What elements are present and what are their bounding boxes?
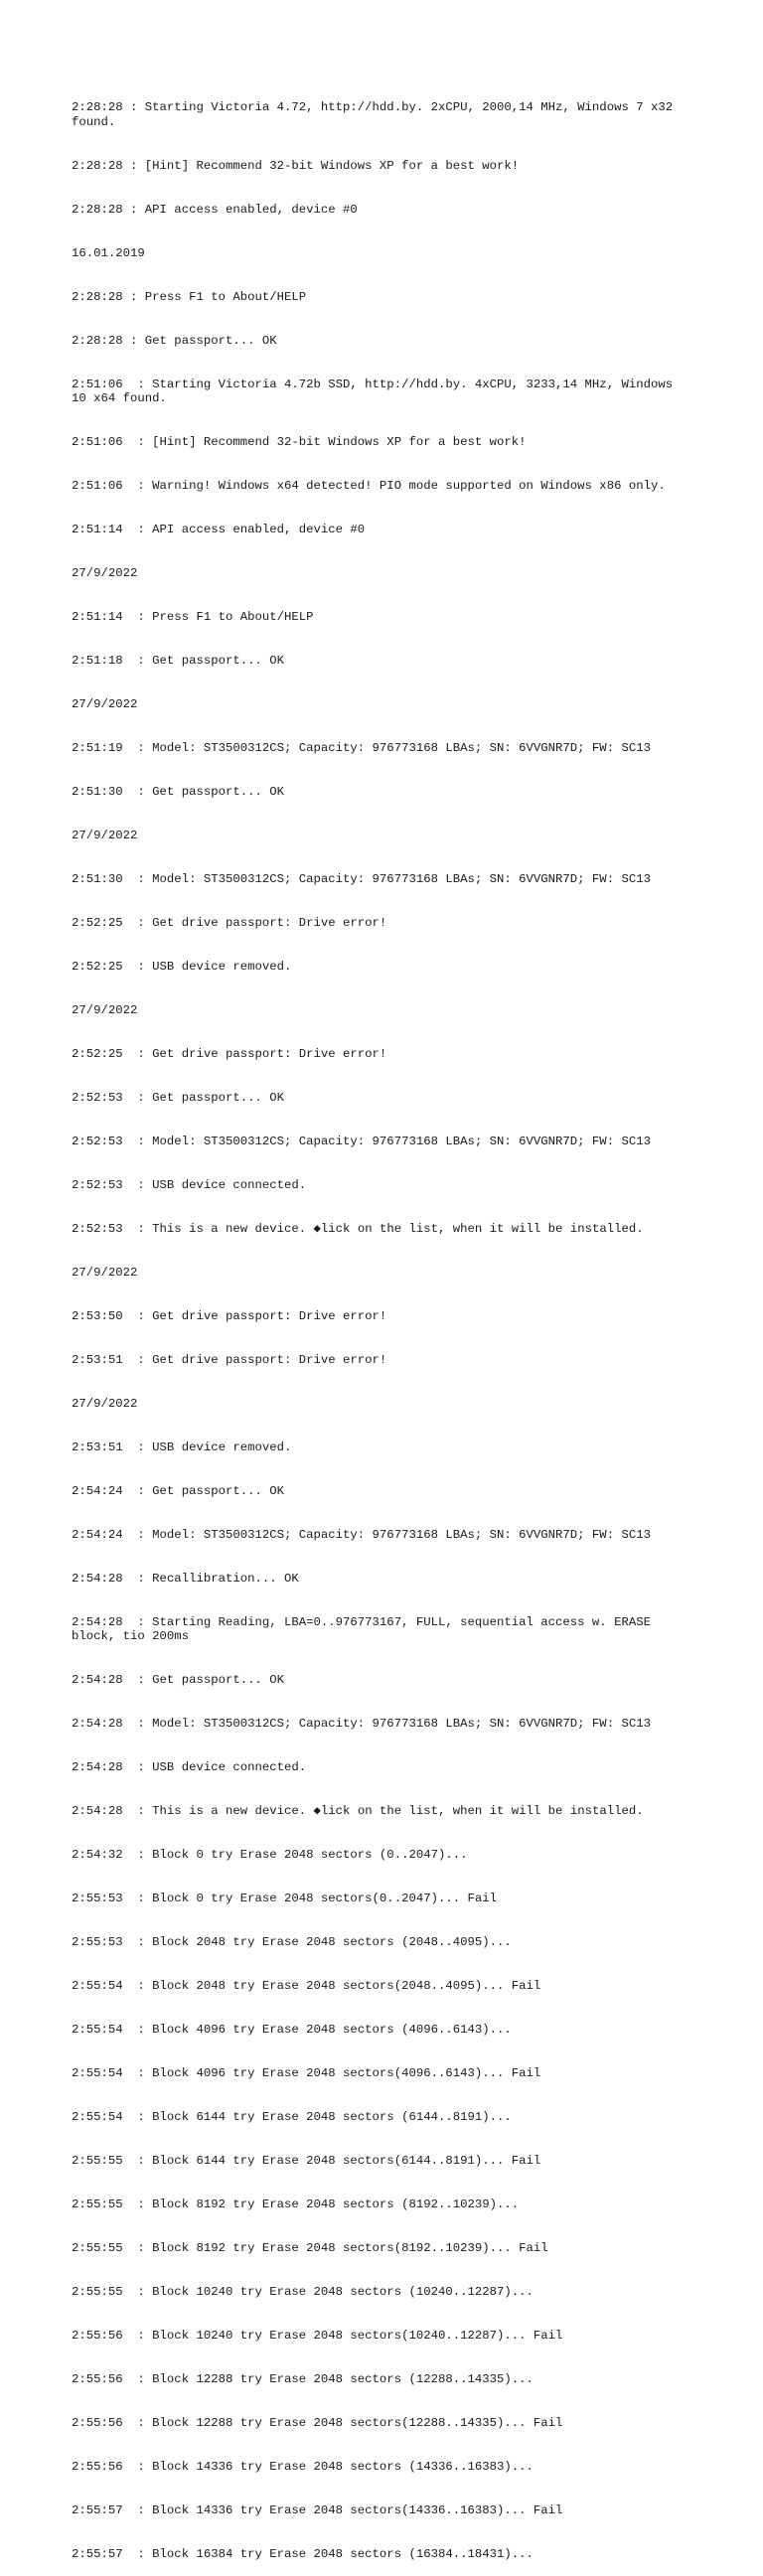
log-line: 2:52:53 : USB device connected.: [72, 1177, 307, 1192]
log-line: 2:52:53 : Model: ST3500312CS; Capacity: 976773168 LBAs; SN: 6VVGNR7D; FW: SC13: [72, 1134, 651, 1148]
log-line: 2:55:56 : Block 14336 try Erase 2048 sectors (14336..16383)...: [72, 2459, 534, 2474]
log-line: 2:51:19 : Model: ST3500312CS; Capacity: 976773168 LBAs; SN: 6VVGNR7D; FW: SC13: [72, 741, 651, 756]
log-line: 2:55:54 : Block 4096 try Erase 2048 sectors (4096..6143)...: [72, 2022, 512, 2037]
log-line: 2:28:28 : Press F1 to About/HELP: [72, 289, 307, 304]
log-line: 2:55:53 : Block 2048 try Erase 2048 sectors (2048..4095)...: [72, 1935, 512, 1949]
log-line: 2:54:28 : Recallibration... OK: [72, 1571, 299, 1586]
log-line: 2:28:28 : API access enabled, device #0: [72, 202, 358, 217]
log-date-line: 27/9/2022: [72, 829, 138, 843]
log-line: 2:51:06 : [Hint] Recommend 32-bit Windows XP for a best work!: [72, 435, 527, 450]
log-line: 2:54:28 : Get passport... OK: [72, 1673, 285, 1688]
log-date-line: 27/9/2022: [72, 697, 138, 712]
log-line: 2:55:55 : Block 8192 try Erase 2048 sectors(8192..10239)... Fail: [72, 2240, 548, 2255]
log-line: 2:55:55 : Block 8192 try Erase 2048 sectors (8192..10239)...: [72, 2197, 520, 2211]
log-line: 2:54:24 : Get passport... OK: [72, 1483, 285, 1498]
log-line: 2:51:14 : API access enabled, device #0: [72, 523, 366, 537]
log-line: 2:55:57 : Block 14336 try Erase 2048 sectors(14336..16383)... Fail: [72, 2502, 563, 2517]
log-date-line: 27/9/2022: [72, 1265, 138, 1280]
log-line: 2:51:14 : Press F1 to About/HELP: [72, 610, 314, 625]
log-line: 2:51:30 : Model: ST3500312CS; Capacity: 976773168 LBAs; SN: 6VVGNR7D; FW: SC13: [72, 872, 651, 887]
log-text-block: [72, 72, 687, 2576]
log-line: 2:54:24 : Model: ST3500312CS; Capacity: 976773168 LBAs; SN: 6VVGNR7D; FW: SC13: [72, 1527, 651, 1542]
log-line: 2:55:55 : Block 6144 try Erase 2048 sectors(6144..8191)... Fail: [72, 2153, 541, 2168]
log-line: 2:28:28 : [Hint] Recommend 32-bit Windows XP for a best work!: [72, 158, 520, 173]
log-line: 2:54:28 : Model: ST3500312CS; Capacity: 976773168 LBAs; SN: 6VVGNR7D; FW: SC13: [72, 1717, 651, 1732]
log-line: 2:55:57 : Block 16384 try Erase 2048 sectors (16384..18431)...: [72, 2546, 534, 2561]
log-line: 2:51:06 : Warning! Windows x64 detected! PIO mode supported on Windows x86 only.: [72, 479, 666, 494]
log-line: 2:54:28 : This is a new device. ◆lick on the list, when it will be installed.: [72, 1804, 644, 1819]
log-line: 2:53:51 : Get drive passport: Drive error!: [72, 1352, 387, 1367]
log-date-line: 27/9/2022: [72, 1396, 138, 1411]
log-line: 2:55:54 : Block 6144 try Erase 2048 sectors (6144..8191)...: [72, 2109, 512, 2124]
log-line: 2:54:28 : USB device connected.: [72, 1760, 307, 1775]
log-line: 2:53:50 : Get drive passport: Drive error!: [72, 1308, 387, 1323]
log-line: 2:52:25 : Get drive passport: Drive error!: [72, 916, 387, 931]
log-line: 2:54:28 : Starting Reading, LBA=0..976773167, FULL, sequential access w. ERASE block, tio 200ms: [72, 1614, 659, 1644]
log-date-line: 27/9/2022: [72, 1003, 138, 1017]
log-date-line: 16.01.2019: [72, 245, 145, 260]
log-line: 2:54:32 : Block 0 try Erase 2048 sectors (0..2047)...: [72, 1848, 468, 1863]
log-line: 2:51:30 : Get passport... OK: [72, 785, 285, 800]
log-date-line: 27/9/2022: [72, 566, 138, 581]
log-line: 2:55:56 : Block 12288 try Erase 2048 sectors(12288..14335)... Fail: [72, 2415, 563, 2430]
log-line: 2:52:53 : Get passport... OK: [72, 1090, 285, 1105]
log-line: 2:55:54 : Block 4096 try Erase 2048 sectors(4096..6143)... Fail: [72, 2065, 541, 2080]
log-line: 2:55:56 : Block 12288 try Erase 2048 sectors (12288..14335)...: [72, 2371, 534, 2386]
log-line: 2:52:53 : This is a new device. ◆lick on the list, when it will be installed.: [72, 1221, 644, 1236]
log-line: 2:52:25 : Get drive passport: Drive error!: [72, 1046, 387, 1061]
log-line: 2:28:28 : Starting Victoria 4.72, http://hdd.by. 2xCPU, 2000,14 MHz, Windows 7 x32 found.: [72, 100, 681, 129]
log-line: 2:53:51 : USB device removed.: [72, 1440, 292, 1454]
log-line: 2:51:18 : Get passport... OK: [72, 654, 285, 669]
log-line: 2:55:55 : Block 10240 try Erase 2048 sectors (10240..12287)...: [72, 2284, 534, 2299]
log-line: 2:55:53 : Block 0 try Erase 2048 sectors(0..2047)... Fail: [72, 1892, 498, 1906]
log-line: 2:51:06 : Starting Victoria 4.72b SSD, http://hdd.by. 4xCPU, 3233,14 MHz, Windows 10 x64 found.: [72, 377, 681, 406]
log-line: 2:55:56 : Block 10240 try Erase 2048 sectors(10240..12287)... Fail: [72, 2328, 563, 2343]
log-line: 2:52:25 : USB device removed.: [72, 960, 292, 975]
log-line: 2:28:28 : Get passport... OK: [72, 333, 277, 348]
log-line: 2:55:54 : Block 2048 try Erase 2048 sectors(2048..4095)... Fail: [72, 1978, 541, 1993]
